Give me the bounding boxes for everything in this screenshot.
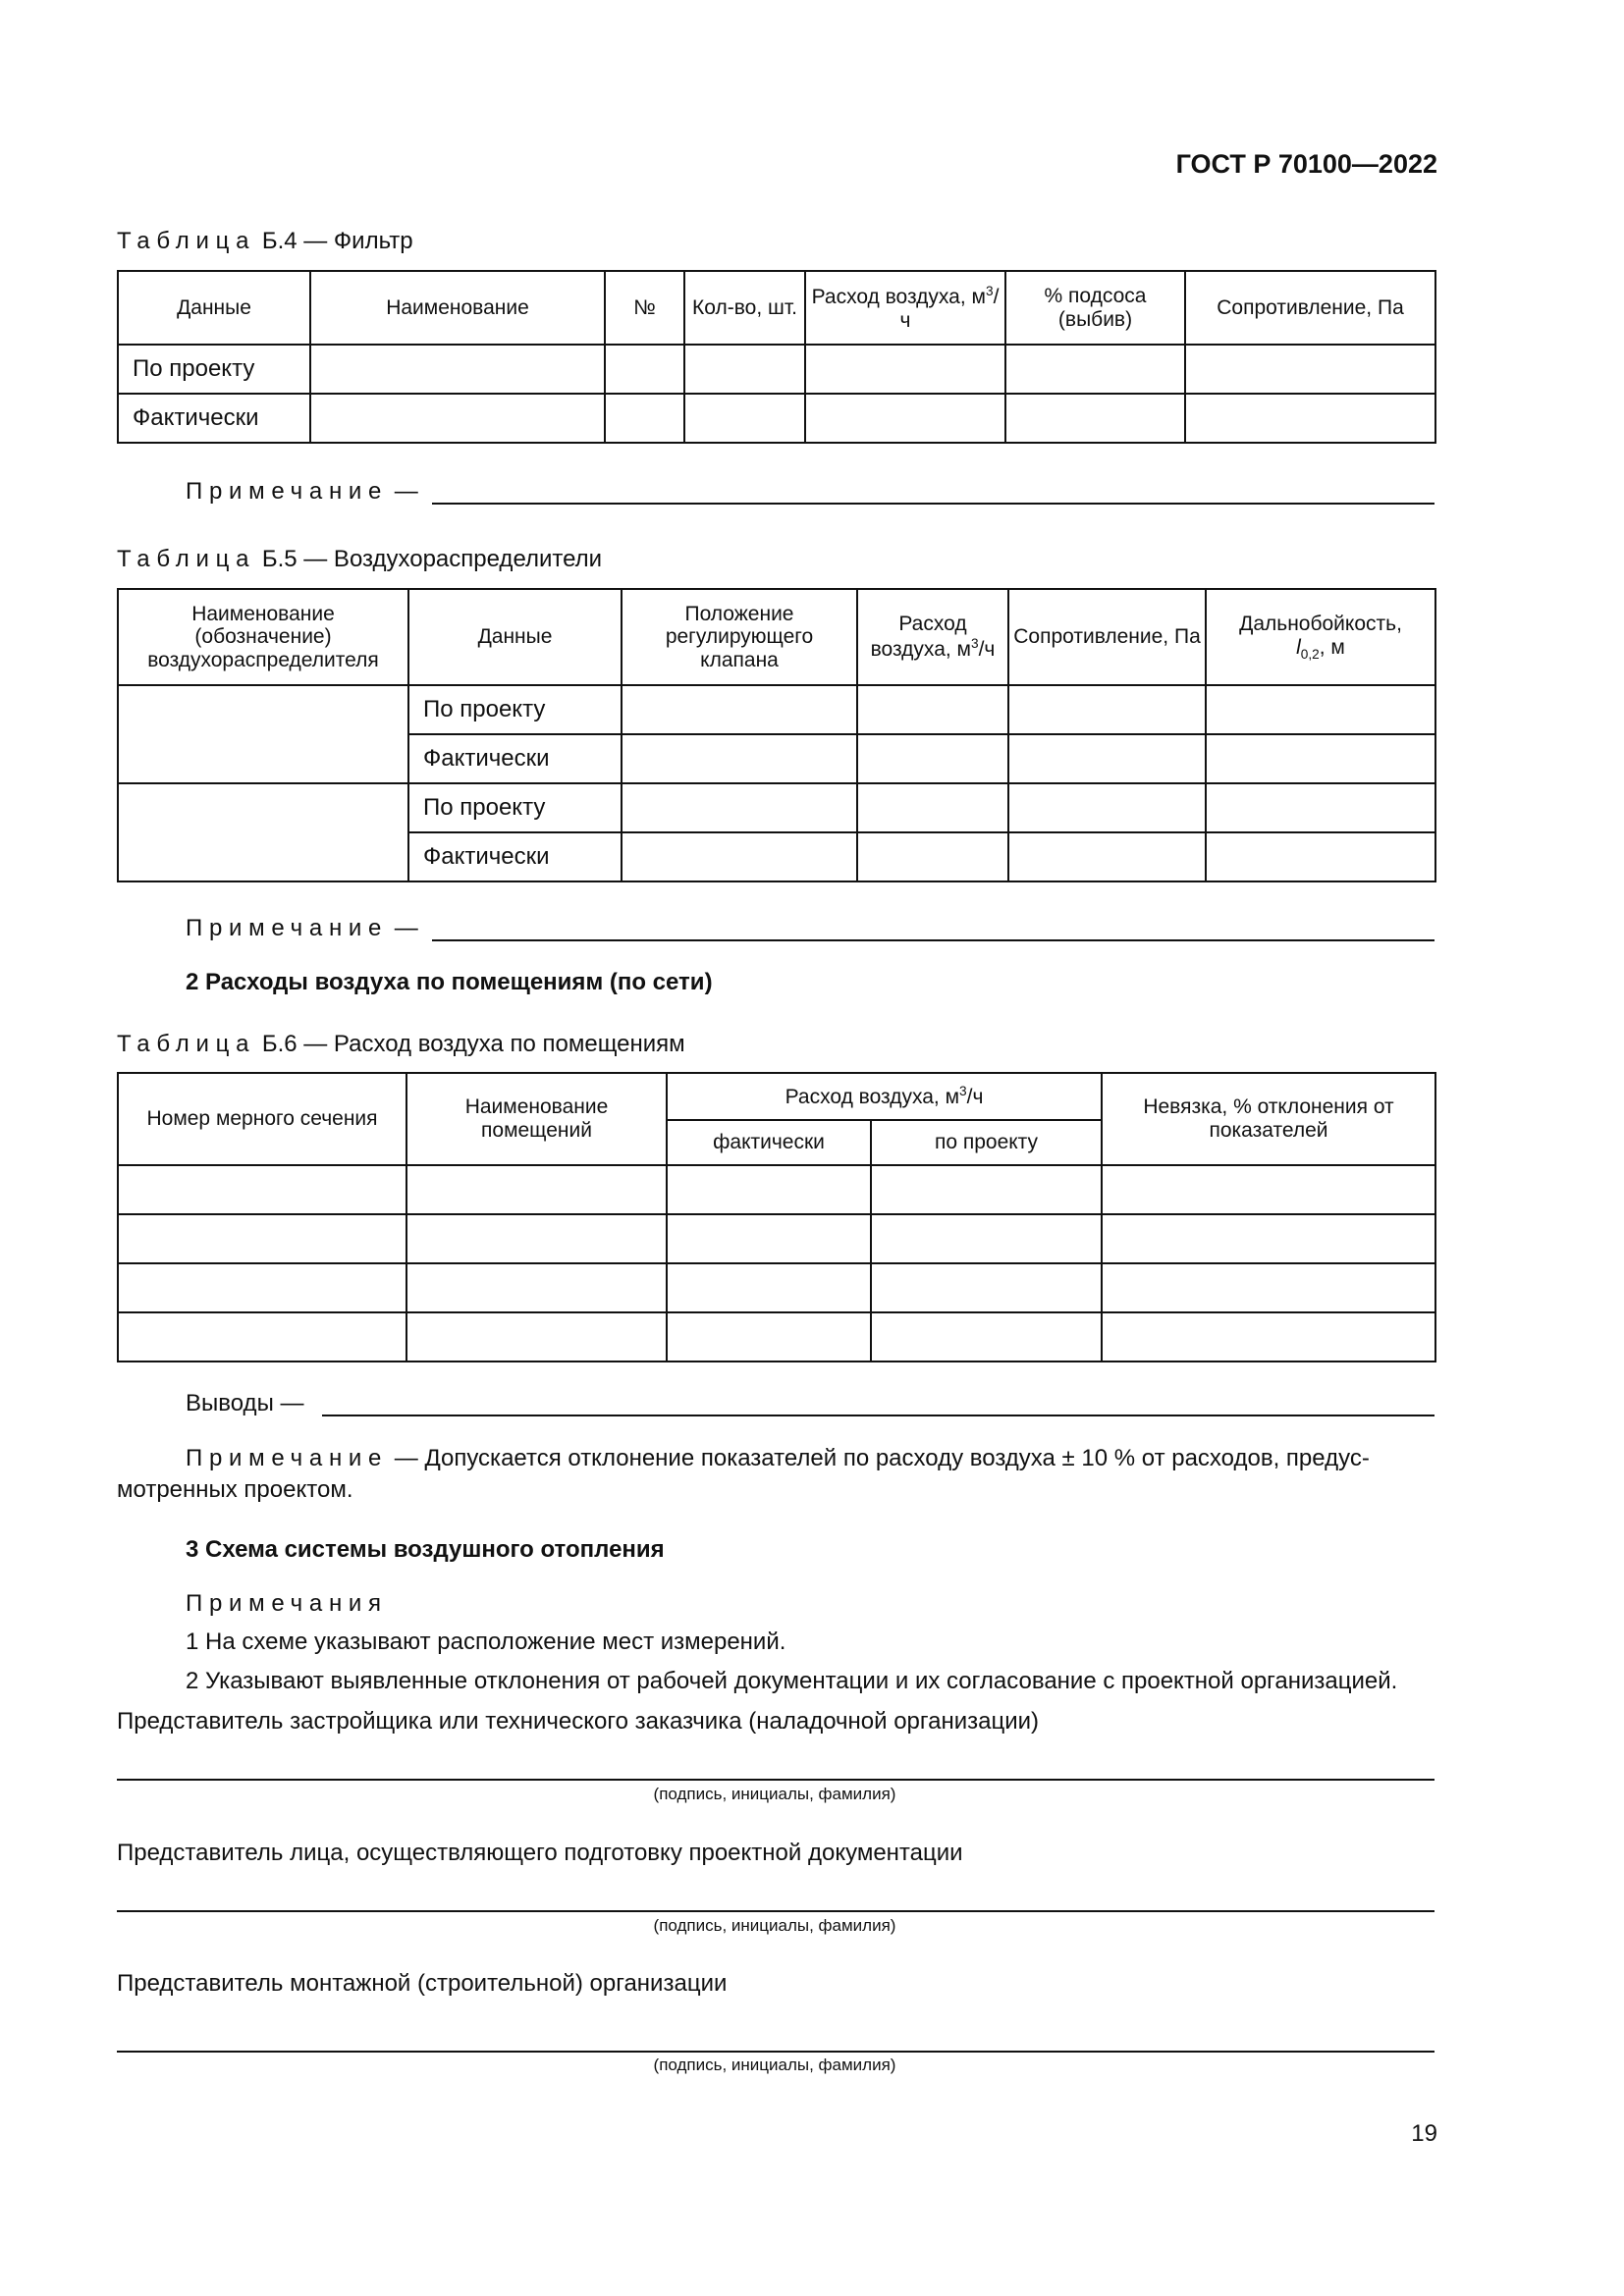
cell: [1185, 345, 1435, 394]
cell: [605, 394, 684, 443]
cell: [1206, 734, 1435, 783]
cell: [406, 1263, 667, 1312]
signature-line-3[interactable]: [117, 2051, 1435, 2053]
signature-line-2[interactable]: [117, 1910, 1435, 1912]
section-2-title: 2 Расходы воздуха по помещениям (по сети): [186, 969, 713, 995]
range-sub: 0,2: [1300, 646, 1320, 662]
header-data: Данные: [118, 271, 310, 345]
cell: [406, 1214, 667, 1263]
note-dash: —: [388, 915, 418, 941]
header-airflow: [667, 1073, 1102, 1120]
row-label: По проекту: [408, 685, 622, 734]
note-dash: —: [388, 478, 418, 505]
cell: [406, 1165, 667, 1214]
header-section-number: Номер мерного сечения: [118, 1073, 406, 1165]
header-number: №: [605, 271, 684, 345]
header-resistance: Сопротивление, Па: [1008, 589, 1206, 685]
conclusions-blank-line: [322, 1415, 1435, 1416]
cell: [871, 1165, 1102, 1214]
table-b6: [117, 1072, 1436, 1362]
airflow-unit: /ч: [899, 285, 1000, 332]
table-row: [118, 1165, 1435, 1214]
table-row: [118, 345, 1435, 394]
signature-caption-3: (подпись, инициалы, фамилия): [653, 2056, 896, 2074]
cell: [1005, 394, 1185, 443]
table-b4-caption: [117, 228, 413, 255]
cell: [1185, 394, 1435, 443]
cell: [622, 832, 857, 881]
row-label: Фактически: [408, 734, 622, 783]
note-blank-line: [432, 503, 1435, 505]
row-label: По проекту: [408, 783, 622, 832]
row-label: Фактически: [408, 832, 622, 881]
header-actual: фактически: [667, 1120, 871, 1165]
note-label: Примечание: [186, 1445, 389, 1471]
cell: [684, 394, 805, 443]
cell: [684, 345, 805, 394]
cell: [1008, 734, 1206, 783]
signature-caption-1: (подпись, инициалы, фамилия): [653, 1785, 896, 1803]
note-label: Примечание: [186, 915, 389, 941]
cell: [1206, 783, 1435, 832]
range-text: Дальнобойкость,: [1239, 613, 1402, 635]
table-row: [118, 1312, 1435, 1362]
cell: [1008, 685, 1206, 734]
airflow-unit: /ч: [978, 638, 996, 661]
cell: [871, 1263, 1102, 1312]
note-blank-line: [432, 939, 1435, 941]
signature-role-3: Представитель монтажной (строительной) организации: [117, 1970, 728, 1997]
table-b6-note: [117, 1443, 1435, 1474]
table-row: [118, 394, 1435, 443]
cell: [857, 685, 1008, 734]
cell: [310, 394, 605, 443]
table-b6-note-continuation: мотренных проектом.: [117, 1476, 353, 1503]
header-suction: % подсоса (выбив): [1005, 271, 1185, 345]
cell: [1206, 685, 1435, 734]
cell: [118, 1263, 406, 1312]
cell: [118, 685, 408, 783]
cell: [622, 734, 857, 783]
header-resistance: Сопротивление, Па: [1185, 271, 1435, 345]
table-b4-note: [186, 476, 418, 507]
cell: [1206, 832, 1435, 881]
table-b5-caption-label: Таблица: [117, 546, 256, 572]
table-b4-caption-label: Таблица: [117, 228, 256, 254]
row-label: По проекту: [118, 345, 310, 394]
table-row: [118, 1263, 1435, 1312]
airflow-unit: /ч: [966, 1086, 984, 1109]
cell: [1102, 1263, 1435, 1312]
table-row: [118, 783, 1435, 832]
table-b6-caption: [117, 1031, 685, 1058]
cell: [857, 783, 1008, 832]
cell: [871, 1312, 1102, 1362]
table-b4: [117, 270, 1436, 444]
page-number: 19: [1411, 2120, 1437, 2147]
cell: [667, 1165, 871, 1214]
cell: [406, 1312, 667, 1362]
header-valve-position: Положение регулирующего клапана: [622, 589, 857, 685]
airflow-text: Расход воздуха, м: [785, 1086, 960, 1109]
header-project: по проекту: [871, 1120, 1102, 1165]
header-airflow: [857, 589, 1008, 685]
table-b5-caption-title: Б.5 — Воздухораспределители: [261, 546, 603, 572]
note-text: — Допускается отклонение показателей по расходу воздуха ± 10 % от расходов, предус-: [388, 1445, 1370, 1471]
cell: [1005, 345, 1185, 394]
cell: [1008, 783, 1206, 832]
note-label: Примечание: [186, 478, 389, 505]
cell: [118, 783, 408, 881]
table-b5-caption: [117, 546, 602, 573]
header-data: Данные: [408, 589, 622, 685]
header-name: Наименование: [310, 271, 605, 345]
header-deviation: Невязка, % отклонения от показателей: [1102, 1073, 1435, 1165]
header-rooms: Наименование помещений: [406, 1073, 667, 1165]
notes-label: Примечания: [186, 1590, 388, 1617]
cell: [622, 685, 857, 734]
table-row: [118, 685, 1435, 734]
cell: [118, 1312, 406, 1362]
cell: [1102, 1312, 1435, 1362]
cell: [1008, 832, 1206, 881]
range-symbol: l: [1296, 635, 1301, 659]
conclusions-label: Выводы —: [186, 1390, 304, 1416]
cell: [871, 1214, 1102, 1263]
airflow-exp: 3: [970, 636, 979, 651]
cell: [667, 1312, 871, 1362]
cell: [310, 345, 605, 394]
signature-role-1: Представитель застройщика или технического заказчика (наладочной организации): [117, 1708, 1040, 1735]
cell: [667, 1214, 871, 1263]
cell: [805, 394, 1005, 443]
document-code: ГОСТ Р 70100—2022: [1175, 149, 1437, 179]
cell: [857, 734, 1008, 783]
cell: [1102, 1165, 1435, 1214]
table-b6-caption-title: Б.6 — Расход воздуха по помещениям: [261, 1031, 685, 1057]
signature-line-1[interactable]: [117, 1779, 1435, 1781]
header-airflow: [805, 271, 1005, 345]
airflow-text: Расход воздуха, м: [811, 285, 986, 308]
note-2: 2 Указывают выявленные отклонения от рабочей документации и их согласование с проектной организацией.: [186, 1668, 1398, 1694]
header-range: [1206, 589, 1435, 685]
airflow-exp: 3: [985, 283, 994, 298]
table-b4-caption-title: Б.4 — Фильтр: [261, 228, 413, 254]
range-unit: , м: [1319, 635, 1345, 659]
table-b5: [117, 588, 1436, 882]
cell: [622, 783, 857, 832]
cell: [857, 832, 1008, 881]
table-row: [118, 1214, 1435, 1263]
table-b5-note: [186, 913, 418, 944]
airflow-text: Расход воздуха, м: [870, 613, 971, 661]
cell: [605, 345, 684, 394]
signature-role-2: Представитель лица, осуществляющего подготовку проектной документации: [117, 1840, 963, 1866]
cell: [118, 1214, 406, 1263]
cell: [805, 345, 1005, 394]
note-1: 1 На схеме указывают расположение мест измерений.: [186, 1629, 786, 1655]
header-count: Кол-во, шт.: [684, 271, 805, 345]
airflow-exp: 3: [959, 1084, 967, 1099]
row-label: Фактически: [118, 394, 310, 443]
header-distributor-name: Наименование (обозначение) воздухораспределителя: [118, 589, 408, 685]
cell: [667, 1263, 871, 1312]
cell: [118, 1165, 406, 1214]
signature-caption-2: (подпись, инициалы, фамилия): [653, 1916, 896, 1935]
cell: [1102, 1214, 1435, 1263]
section-3-title: 3 Схема системы воздушного отопления: [186, 1536, 665, 1563]
table-b6-caption-label: Таблица: [117, 1031, 256, 1057]
